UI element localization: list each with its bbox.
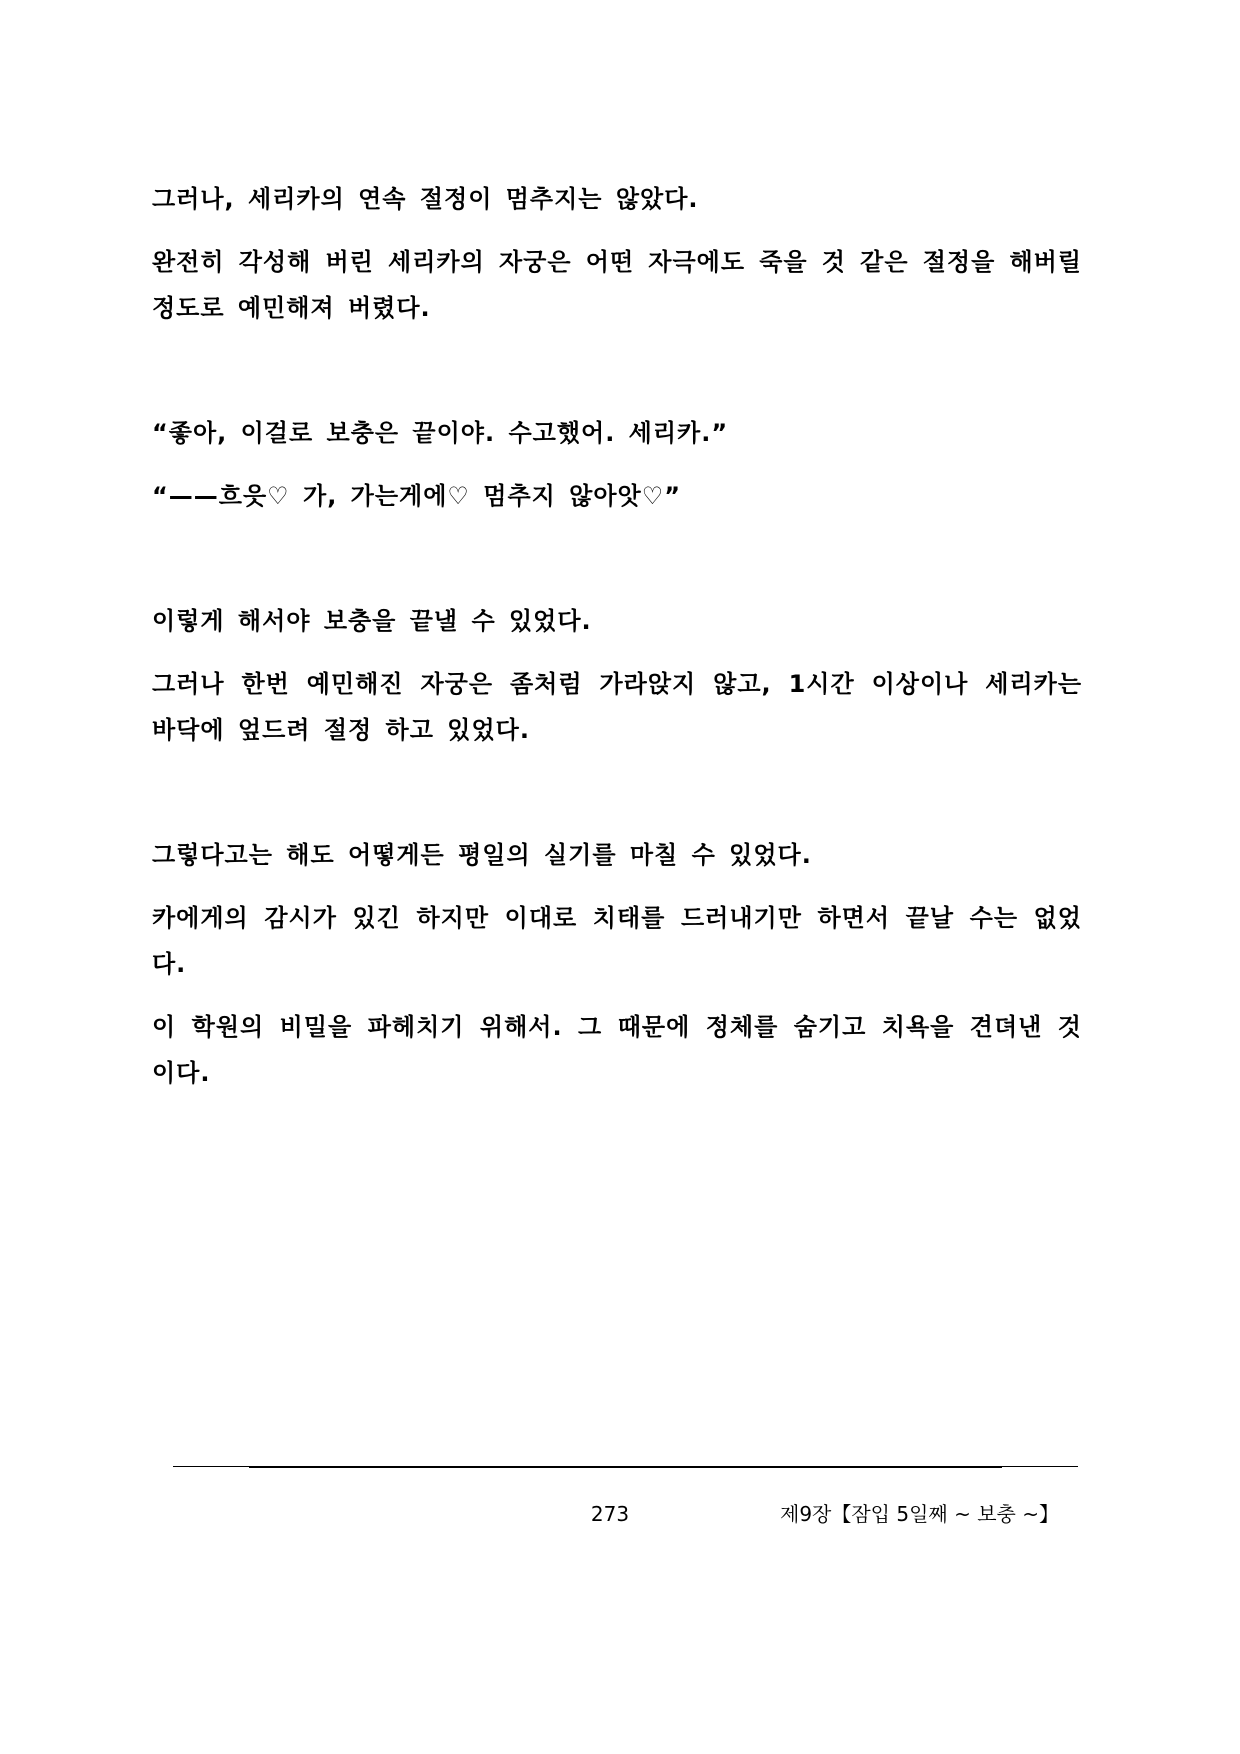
page-number: 273	[590, 1502, 630, 1526]
body-text	[152, 176, 1082, 1113]
dialogue-line: “——흐읏♡ 가, 가는게에♡ 멈추지 않아앗♡”	[152, 482, 682, 510]
paragraph: 완전히 각성해 버린 세리카의 자궁은 어떤 자극에도 죽을 것 같은 절정을 해버릴 정도로 예민해져 버렸다.	[152, 248, 1082, 322]
paragraph: 이 학원의 비밀을 파헤치기 위해서. 그 때문에 정체를 숨기고 치욕을 견뎌낸 것이다.	[152, 1013, 1082, 1087]
section-break	[152, 536, 1082, 598]
footer-divider-accent	[249, 1466, 1002, 1468]
section-break	[152, 348, 1082, 410]
paragraph: 그러나 한번 예민해진 자궁은 좀처럼 가라앉지 않고, 1시간 이상이나 세리카는 바닥에 엎드려 절정 하고 있었다.	[152, 670, 1082, 744]
section-break	[152, 770, 1082, 832]
paragraph: 그러나, 세리카의 연속 절정이 멈추지는 않았다.	[152, 185, 699, 213]
paragraph: 이렇게 해서야 보충을 끝낼 수 있었다.	[152, 607, 592, 635]
chapter-title: 제9장【잠입 5일째 ~ 보충 ~】	[780, 1502, 1059, 1526]
paragraph: 카에게의 감시가 있긴 하지만 이대로 치태를 드러내기만 하면서 끝날 수는 없었다.	[152, 904, 1082, 978]
paragraph: 그렇다고는 해도 어떻게든 평일의 실기를 마칠 수 있었다.	[152, 841, 812, 869]
dialogue-line: “좋아, 이걸로 보충은 끝이야. 수고했어. 세리카.”	[152, 419, 729, 447]
